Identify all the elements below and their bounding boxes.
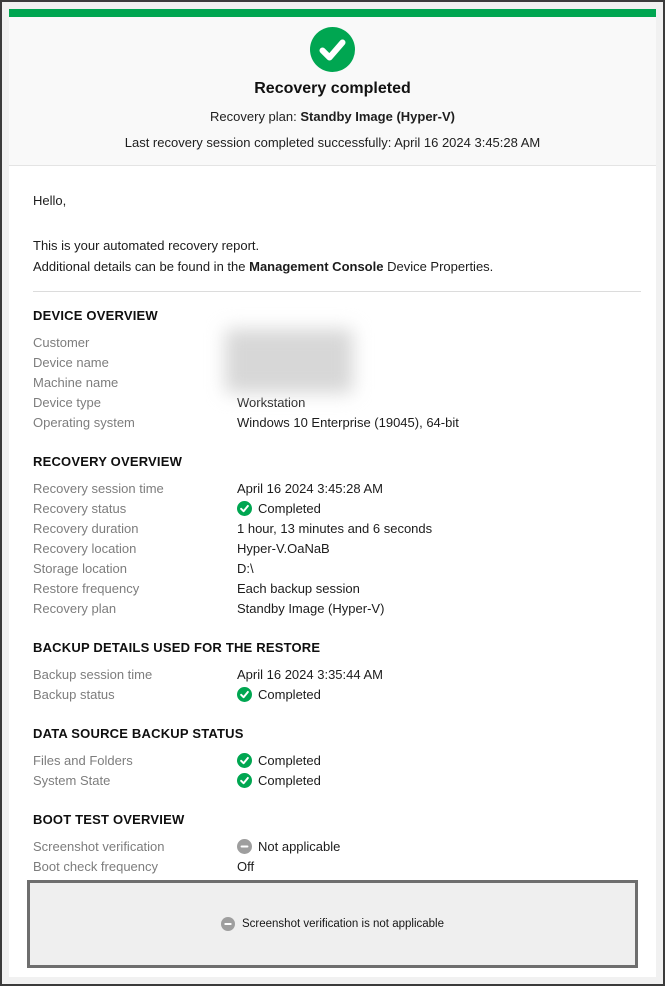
row-device-name [33,352,641,372]
row-value [237,753,321,768]
screenshot-verification-message: Screenshot verification is not applicable [241,918,444,930]
row-recovery-location [33,538,641,558]
status-text: Not applicable [258,838,341,854]
row-value [237,501,321,516]
greeting: Hello, [33,193,67,208]
row-label: Device name [33,354,109,370]
row-value: April 16 2024 3:35:44 AM [237,666,383,682]
row-system-state [33,770,641,790]
screenshot-verification-panel [27,880,638,968]
row-operating-system [33,412,641,432]
check-circle-icon [237,687,252,702]
report-header [9,17,656,166]
recovery-plan-value: Standby Image (Hyper-V) [300,109,455,124]
backup-details-rows [33,664,641,704]
section-title-data-source: DATA SOURCE BACKUP STATUS [33,726,244,741]
intro-line2-suffix: Device Properties. [383,259,494,274]
row-files-and-folders [33,750,641,770]
intro-paragraph [33,235,641,277]
section-title-backup-details: BACKUP DETAILS USED FOR THE RESTORE [33,640,321,655]
row-device-type [33,392,641,412]
row-label: Files and Folders [33,752,133,768]
section-title-device-overview: DEVICE OVERVIEW [33,308,158,323]
row-value [237,773,321,788]
row-label: Machine name [33,374,119,390]
row-recovery-session-time [33,478,641,498]
report-body [9,166,656,977]
row-value: April 16 2024 3:45:28 AM [237,480,383,496]
row-label: Backup status [33,686,115,702]
minus-circle-icon [221,917,235,931]
recovery-overview-rows [33,478,641,618]
row-restore-frequency [33,578,641,598]
status-text: Completed [258,686,321,702]
row-value: Each backup session [237,580,360,596]
row-value [237,687,321,702]
row-machine-name [33,372,641,392]
last-session-line: Last recovery session completed successfully: April 16 2024 3:45:28 AM [124,135,541,150]
recovery-plan-line [9,109,656,124]
data-source-rows [33,750,641,790]
row-value: 1 hour, 13 minutes and 6 seconds [237,520,433,536]
row-recovery-status [33,498,641,518]
row-value: Workstation [237,394,306,410]
report-content [9,9,656,977]
row-recovery-plan [33,598,641,618]
check-circle-icon [237,501,252,516]
row-label: Backup session time [33,666,153,682]
row-value [237,839,340,854]
row-backup-session-time [33,664,641,684]
page-title: Recovery completed [254,80,411,97]
row-value: D:\ [237,560,254,576]
green-top-bar [9,9,656,17]
row-label: Operating system [33,414,135,430]
row-backup-status [33,684,641,704]
intro-line2-prefix: Additional details can be found in the [33,259,250,274]
row-value: Hyper-V.OaNaB [237,540,330,556]
status-text: Completed [258,772,321,788]
row-storage-location [33,558,641,578]
row-screenshot-verification [33,836,641,856]
row-label: Recovery location [33,540,137,556]
row-label: Restore frequency [33,580,140,596]
row-label: Recovery plan [33,600,117,616]
row-label: Recovery session time [33,480,164,496]
row-label: Customer [33,334,90,350]
check-circle-icon [237,753,252,768]
section-title-boot-test: BOOT TEST OVERVIEW [33,812,185,827]
row-label: Recovery duration [33,520,139,536]
section-title-recovery-overview: RECOVERY OVERVIEW [33,454,183,469]
row-value: Off [237,858,255,874]
status-text: Completed [258,500,321,516]
row-value: Standby Image (Hyper-V) [237,600,385,616]
row-label: Device type [33,394,101,410]
status-text: Completed [258,752,321,768]
divider [33,291,641,292]
row-label: Screenshot verification [33,838,165,854]
row-customer [33,332,641,352]
intro-line2-bold: Management Console [249,259,384,274]
boot-test-rows [33,836,641,876]
row-boot-check-frequency [33,856,641,876]
row-recovery-duration [33,518,641,538]
device-overview-rows [33,332,641,432]
recovery-plan-label: Recovery plan: [210,109,301,124]
row-label: Storage location [33,560,127,576]
check-circle-icon [237,773,252,788]
row-label: Recovery status [33,500,127,516]
row-value: Windows 10 Enterprise (19045), 64-bit [237,414,459,430]
intro-line1: This is your automated recovery report. [33,238,260,253]
row-label: Boot check frequency [33,858,159,874]
check-circle-icon [310,27,355,72]
row-label: System State [33,772,111,788]
minus-circle-icon [237,839,252,854]
